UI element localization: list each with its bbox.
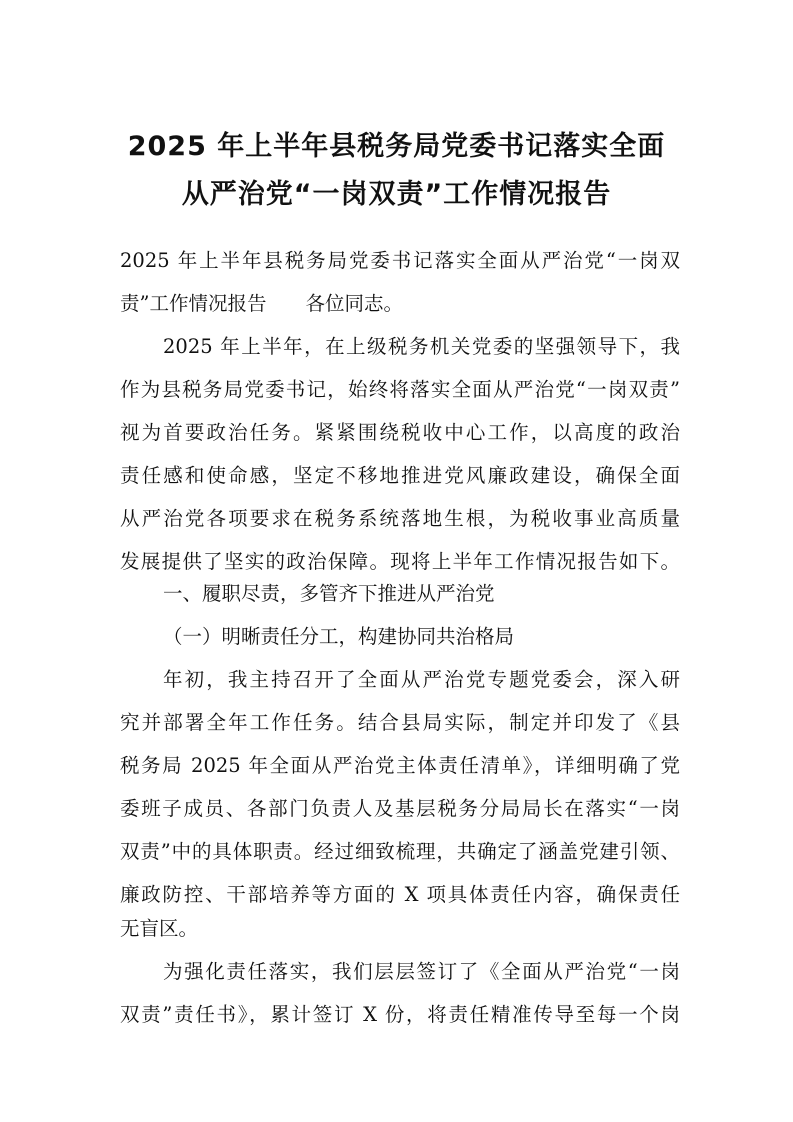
body-line: 作为县税务局党委书记，始终将落实全面从严治党“一岗双责”	[120, 378, 680, 401]
body-line: 从严治党各项要求在税务系统落地生根，为税收事业高质量	[120, 507, 680, 530]
section-heading: 一、履职尽责，多管齐下推进从严治党	[163, 582, 495, 605]
body-line: 廉政防控、干部培养等方面的 X 项具体责任内容，确保责任	[120, 883, 680, 906]
subsection-heading: （一）明晰责任分工，构建协同共治格局	[163, 625, 515, 648]
body-line: 责任感和使命感，坚定不移地推进党风廉政建设，确保全面	[120, 464, 680, 487]
body-line: 2025 年上半年县税务局党委书记落实全面从严治党“一岗双	[120, 249, 680, 272]
document-title-line-2: 从严治党“一岗双责”工作情况报告	[181, 179, 612, 210]
body-line: 责”工作情况报告 各位同志。	[120, 292, 403, 315]
body-line: 税务局 2025 年全面从严治党主体责任清单》，详细明确了党	[120, 754, 680, 777]
body-line: 无盲区。	[120, 917, 199, 940]
body-line: 2025 年上半年，在上级税务机关党委的坚强领导下，我	[163, 335, 680, 358]
body-line: 双责”中的具体职责。经过细致梳理，共确定了涵盖党建引领、	[120, 840, 680, 863]
body-line: 发展提供了坚实的政治保障。现将上半年工作情况报告如下。	[120, 550, 680, 573]
body-line: 视为首要政治任务。紧紧围绕税收中心工作，以高度的政治	[120, 421, 680, 444]
document-title-line-1: 2025 年上半年县税务局党委书记落实全面	[127, 131, 666, 162]
body-line: 为强化责任落实，我们层层签订了《全面从严治党“一岗	[163, 960, 680, 983]
body-line: 年初，我主持召开了全面从严治党专题党委会，深入研	[163, 668, 680, 691]
body-line: 双责”责任书》，累计签订 X 份，将责任精准传导至每一个岗	[120, 1003, 680, 1026]
body-line: 究并部署全年工作任务。结合县局实际，制定并印发了《县	[120, 711, 680, 734]
body-line: 委班子成员、各部门负责人及基层税务分局局长在落实“一岗	[120, 797, 680, 820]
